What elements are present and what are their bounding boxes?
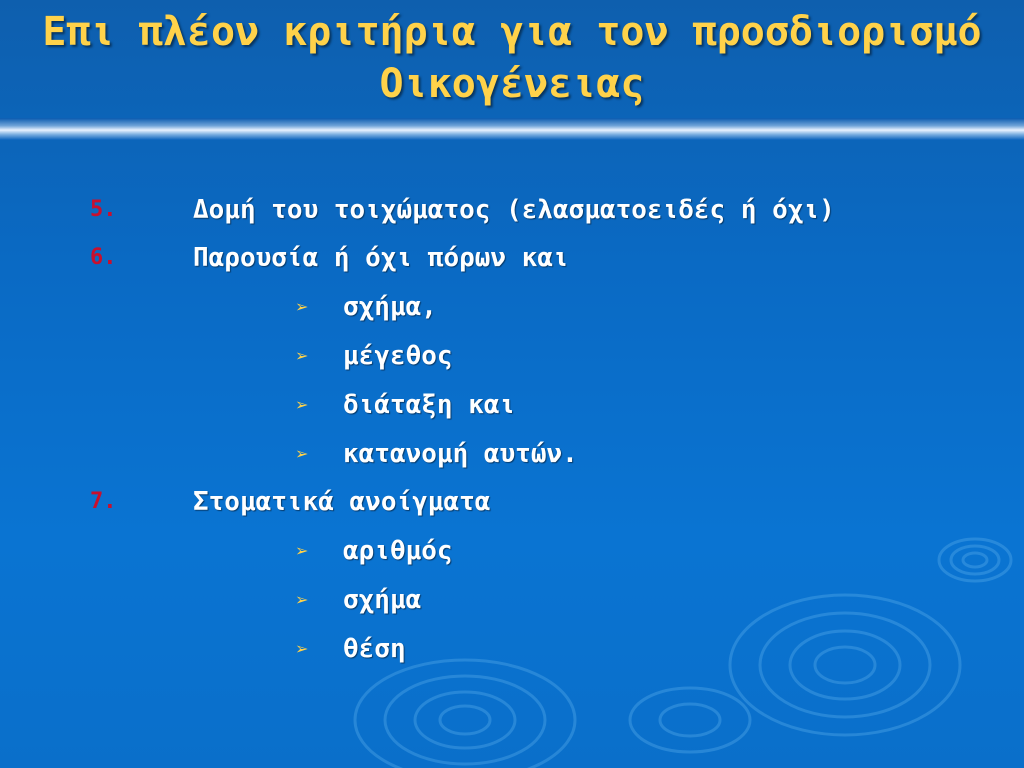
- sub-item-text: διάταξη και: [343, 390, 516, 420]
- arrow-bullet-icon: ➢: [295, 395, 309, 414]
- arrow-bullet-icon: ➢: [295, 444, 309, 463]
- sub-item-text: θέση: [343, 634, 406, 664]
- sub-item-text: μέγεθος: [343, 341, 453, 371]
- item-text: Στοματικά ανοίγματα: [193, 487, 491, 517]
- arrow-bullet-icon: ➢: [295, 346, 309, 365]
- item-number: 7.: [90, 489, 117, 514]
- sub-item-text: σχήμα,: [343, 292, 437, 322]
- title-divider: [0, 118, 1024, 140]
- title-area: [0, 0, 1024, 118]
- sub-item-text: αριθμός: [343, 536, 453, 566]
- item-number: 6.: [90, 245, 117, 270]
- slide-title-line2: Οικογένειας: [379, 61, 645, 107]
- sub-item-text: σχήμα: [343, 585, 422, 615]
- item-text: Παρουσία ή όχι πόρων και: [193, 243, 569, 273]
- slide-title-line1: Επι πλέον κριτήρια για τον προσδιορισμό: [42, 9, 982, 55]
- slide-title: [0, 6, 1024, 110]
- sub-item-text: κατανομή αυτών.: [343, 439, 578, 469]
- item-number: 5.: [90, 197, 117, 222]
- arrow-bullet-icon: ➢: [295, 639, 309, 658]
- arrow-bullet-icon: ➢: [295, 297, 309, 316]
- item-text: Δομή του τοιχώματος (ελασματοειδές ή όχι): [193, 195, 835, 225]
- arrow-bullet-icon: ➢: [295, 541, 309, 560]
- arrow-bullet-icon: ➢: [295, 590, 309, 609]
